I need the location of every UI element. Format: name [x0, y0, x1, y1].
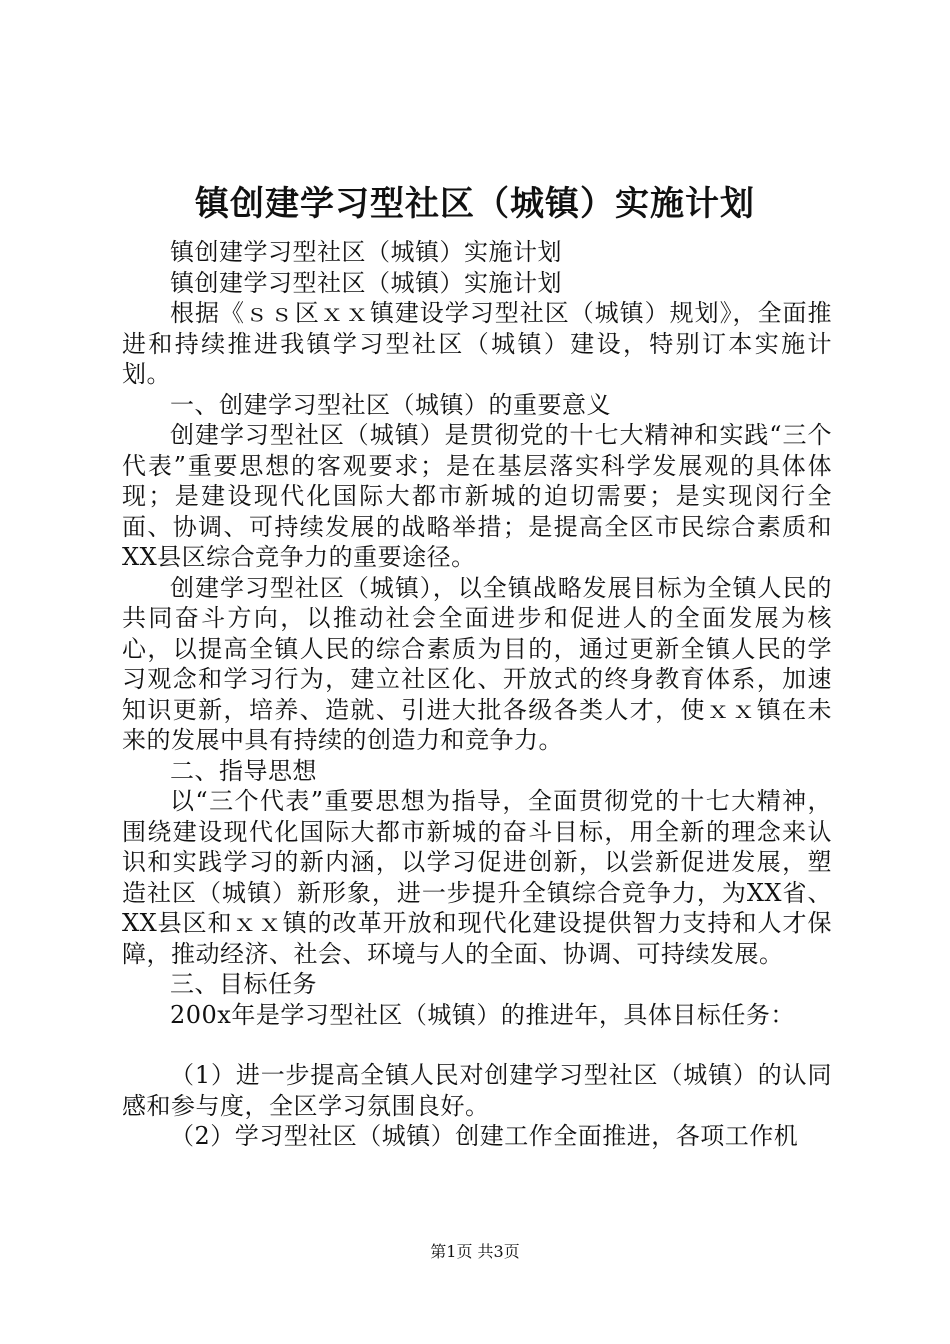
paragraph-subtitle-2: 镇创建学习型社区（城镇）实施计划 [170, 268, 562, 297]
paragraph-goals-intro: 200x年是学习型社区（城镇）的推进年，具体目标任务： [170, 1000, 795, 1029]
section-heading-guiding-thought: 二、指导思想 [170, 756, 317, 785]
document-title: 镇创建学习型社区（城镇）实施计划 [195, 184, 755, 224]
paragraph-significance-2: 创建学习型社区（城镇），以全镇战略发展目标为全镇人民的共同奋斗方向，以推动社会全面进步和促进人的全面发展为核心，以提高全镇人民的综合素质为目的，通过更新全镇人民的学习观念和学习行为，建立社区化、开放式的终身教育体系，加速知识更新，培养、造就、引进大批各级各类人才，使ｘｘ镇在未来的发展中具有持续的创造力和竞争力。 [122, 573, 832, 754]
document-body [122, 237, 832, 1152]
section-heading-significance: 一、创建学习型社区（城镇）的重要意义 [170, 390, 611, 419]
paragraph-intro: 根据《ｓｓ区ｘｘ镇建设学习型社区（城镇）规划》，全面推进和持续推进我镇学习型社区（城镇）建设，特别订本实施计划。 [122, 299, 832, 388]
paragraph-goal-1: （1）进一步提高全镇人民对创建学习型社区（城镇）的认同感和参与度，全区学习氛围良好。 [122, 1061, 832, 1120]
page-footer: 第1页 共3页 [430, 1242, 520, 1261]
section-heading-goals: 三、目标任务 [170, 970, 317, 998]
paragraph-goal-2: （2）学习型社区（城镇）创建工作全面推进，各项工作机 [170, 1122, 799, 1150]
paragraph-subtitle-1: 镇创建学习型社区（城镇）实施计划 [170, 238, 562, 266]
paragraph-guiding-thought: 以“三个代表”重要思想为指导，全面贯彻党的十七大精神，围绕建设现代化国际大都市新城的奋斗目标，用全新的理念来认识和实践学习的新内涵，以学习促进创新，以尝新促进发展，塑造社区（城镇）新形象，进一步提升全镇综合竞争力，为XX省、XX县区和ｘｘ镇的改革开放和现代化建设提供智力支持和人才保障，推动经济、社会、环境与人的全面、协调、可持续发展。 [122, 787, 832, 968]
paragraph-significance-1: 创建学习型社区（城镇）是贯彻党的十七大精神和实践“三个代表”重要思想的客观要求；是在基层落实科学发展观的具体体现；是建设现代化国际大都市新城的迫切需要；是实现闵行全面、协调、可持续发展的战略举措；是提高全区市民综合素质和XX县区综合竞争力的重要途径。 [122, 421, 832, 571]
